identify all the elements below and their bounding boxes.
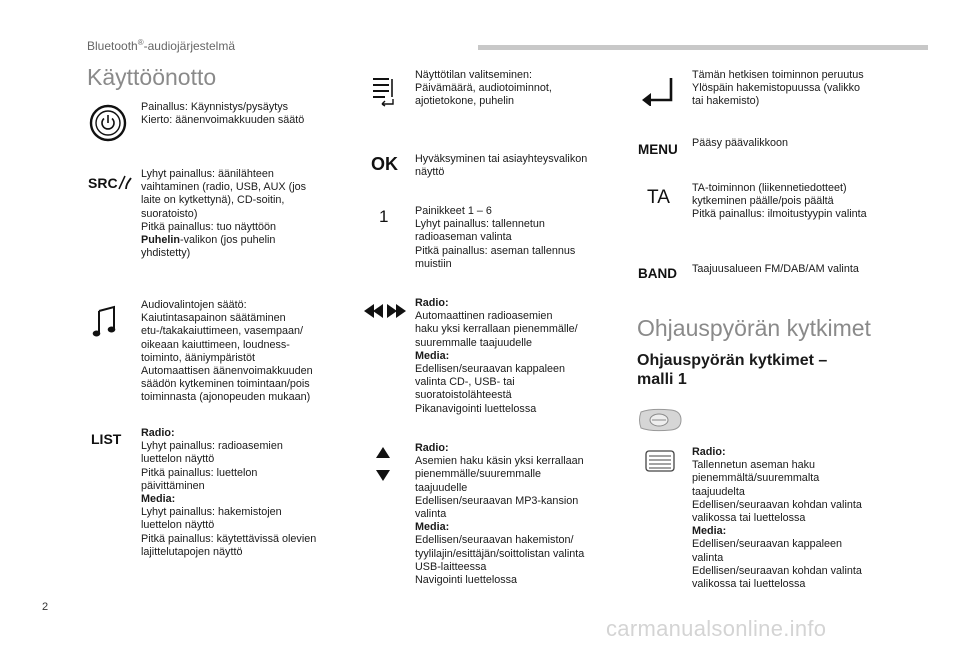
- ok-description: Hyväksyminen tai asiayhteysvalikon näyttö: [415, 153, 588, 179]
- audio-settings-description: Audiovalintojen säätö: Kaiutintasapainon säätäminen etu-/takakaiuttimeen, vasempaan/ oikeaan kaiuttimeen, loudness- toiminto, ääniympäristöt Automaattisen äänenvoimakkuuden säädön kytkeminen toimintaan/pois toiminnasta (ajonopeuden mukaan): [141, 299, 313, 404]
- running-header: Bluetooth®-audiojärjestelmä: [87, 38, 236, 53]
- band-description: Taajuusalueen FM/DAB/AM valinta: [692, 263, 859, 275]
- display-mode-description: Näyttötilan valitseminen: Päivämäärä, audiotoiminnot, ajotietokone, puhelin: [415, 69, 552, 108]
- back-arrow-icon: [640, 76, 674, 106]
- svg-text:SRC: SRC: [88, 175, 118, 191]
- steering-switch-illustration: [637, 406, 683, 434]
- menu-icon: MENU: [638, 142, 678, 157]
- subsection-title-model-1: Ohjauspyörän kytkimet – malli 1: [637, 352, 828, 388]
- wheel-thumbwheel-icon: [645, 450, 675, 472]
- header-rule: [478, 45, 928, 50]
- band-icon: BAND: [638, 266, 677, 281]
- src-phone-icon: [88, 174, 132, 192]
- preset-buttons-description: Painikkeet 1 – 6 Lyhyt painallus: tallennetun radioaseman valinta Pitkä painallus: aseman tallennus muistiin: [415, 205, 576, 270]
- section-title-ohjauspyoran-kytkimet: Ohjauspyörän kytkimet: [637, 315, 871, 341]
- manual-search-description: Radio: Asemien haku käsin yksi kerrallaan pienemmälle/suuremmalle taajuudelle Edellisen/seuraavan MP3-kansion valinta Media: Edellisen/seuraavan hakemiston/ tyylilajin/esittäjän/soittolistan valinta USB-laitteessa Navigointi luettelossa: [415, 442, 585, 587]
- ok-icon: OK: [371, 154, 398, 174]
- music-note-icon: [92, 305, 118, 339]
- watermark: carmanualsonline.info: [606, 616, 827, 641]
- power-icon: [89, 104, 127, 142]
- src-description: Lyhyt painallus: äänilähteen vaihtaminen (radio, USB, AUX (jos laite on kytkettynä), CD-soitin, suoratoisto) Pitkä painallus: tuo näyttöön Puhelin-valikon (jos puhelin yhdistetty): [141, 168, 307, 260]
- back-description: Tämän hetkisen toiminnon peruutus Ylöspäin hakemistopuussa (valikko tai hakemisto): [692, 69, 864, 108]
- menu-description: Pääsy päävalikkoon: [692, 137, 789, 149]
- seek-description: Radio: Automaattinen radioasemien haku yksi kerrallaan pienemmälle/ suuremmalle taajuudelle Media: Edellisen/seuraavan kappaleen valinta CD-, USB- tai suoratoistolähteestä Pikanavigointi luettelossa: [415, 297, 578, 415]
- up-down-arrows-icon: [375, 447, 391, 481]
- display-mode-icon: [371, 75, 397, 107]
- digit-icon: 1: [379, 207, 389, 226]
- section-title-kayttoonotto: Käyttöönotto: [87, 64, 217, 90]
- ta-icon: TA: [647, 187, 670, 208]
- list-icon: LIST: [91, 431, 122, 447]
- seek-arrows-icon: [364, 303, 406, 319]
- thumbwheel-description: Radio: Tallennetun aseman haku pienemmältä/suuremmalta taajuudelta Edellisen/seuraavan kohdan valinta valikossa tai luettelossa Media: Edellisen/seuraavan kappaleen valinta Edellisen/seuraavan kohdan valinta valikossa tai luettelossa: [692, 446, 862, 591]
- power-description: Painallus: Käynnistys/pysäytys Kierto: äänenvoimakkuuden säätö: [141, 101, 305, 127]
- list-description: Radio: Lyhyt painallus: radioasemien luettelon näyttö Pitkä painallus: luettelon päivittäminen Media: Lyhyt painallus: hakemistojen luettelon näyttö Pitkä painallus: käytettävissä olevien lajittelutapojen näyttö: [141, 427, 317, 558]
- page-number: 2: [42, 601, 49, 613]
- ta-description: TA-toiminnon (liikennetiedotteet) kytkeminen päälle/pois päältä Pitkä painallus: ilmoitustyypin valinta: [692, 182, 867, 221]
